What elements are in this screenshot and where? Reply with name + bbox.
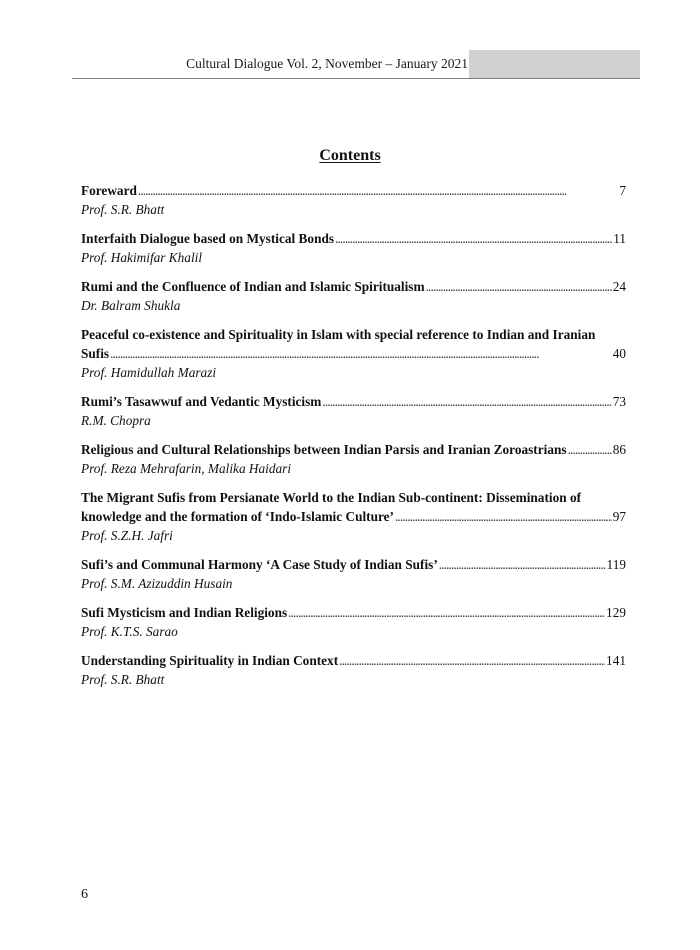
toc-entry-line bbox=[81, 344, 626, 363]
toc-entry-author: Prof. Hamidullah Marazi bbox=[81, 365, 217, 380]
toc-entry-line bbox=[81, 651, 626, 670]
toc-entry-author: Prof. S.R. Bhatt bbox=[81, 672, 165, 687]
toc-entry-author: R.M. Chopra bbox=[81, 413, 151, 428]
toc-entry[interactable] bbox=[81, 440, 626, 478]
toc-entry-title: Rumi’s Tasawwuf and Vedantic Mysticism bbox=[81, 394, 322, 409]
toc-entry-line bbox=[81, 603, 626, 622]
toc-entry-title: Rumi and the Confluence of Indian and Islamic Spiritualism bbox=[81, 279, 425, 294]
toc-entry-author: Prof. S.M. Azizuddin Husain bbox=[81, 576, 233, 591]
toc-entry[interactable] bbox=[81, 181, 626, 219]
page-number: 6 bbox=[81, 887, 88, 902]
dot-leader bbox=[288, 603, 605, 622]
contents-heading: Contents bbox=[319, 147, 381, 164]
toc-entry-title-lead: Peaceful co-existence and Spirituality in Islam with special reference to Indian and Iranian bbox=[81, 327, 596, 342]
dot-leader bbox=[335, 229, 612, 248]
toc-entry-page: 11 bbox=[613, 231, 626, 246]
toc-entry-page: 141 bbox=[606, 653, 626, 668]
toc-entry-author: Prof. S.Z.H. Jafri bbox=[81, 528, 173, 543]
toc-entry[interactable] bbox=[81, 325, 626, 382]
toc-entry-page: 24 bbox=[612, 279, 626, 294]
toc-entry[interactable] bbox=[81, 277, 626, 315]
toc-entry-title-lead: The Migrant Sufis from Persianate World to the Indian Sub-continent: Dissemination of bbox=[81, 490, 582, 505]
dot-leader bbox=[110, 344, 612, 363]
toc-entry-author: Dr. Balram Shukla bbox=[81, 298, 181, 313]
toc-entry-line bbox=[81, 229, 626, 248]
dot-leader bbox=[138, 181, 618, 200]
table-of-contents bbox=[81, 181, 626, 699]
toc-entry[interactable] bbox=[81, 651, 626, 689]
dot-leader bbox=[568, 440, 612, 459]
toc-entry-page: 40 bbox=[612, 346, 626, 361]
running-title: Cultural Dialogue Vol. 2, November – January 2021 bbox=[186, 56, 468, 71]
toc-entry-title: Understanding Spirituality in Indian Context bbox=[81, 653, 339, 668]
toc-entry[interactable] bbox=[81, 555, 626, 593]
toc-entry-title: Sufi’s and Communal Harmony ‘A Case Study of Indian Sufis’ bbox=[81, 557, 438, 572]
toc-entry-line bbox=[81, 507, 626, 526]
dot-leader bbox=[426, 277, 612, 296]
toc-entry-author: Prof. K.T.S. Sarao bbox=[81, 624, 178, 639]
toc-entry-line bbox=[81, 440, 626, 459]
toc-entry-title: Foreward bbox=[81, 183, 137, 198]
toc-entry[interactable] bbox=[81, 229, 626, 267]
toc-entry-line bbox=[81, 181, 626, 200]
toc-entry[interactable] bbox=[81, 603, 626, 641]
toc-entry-page: 119 bbox=[606, 557, 626, 572]
toc-entry-title: Interfaith Dialogue based on Mystical Bonds bbox=[81, 231, 335, 246]
toc-entry-page: 73 bbox=[612, 394, 626, 409]
dot-leader bbox=[395, 507, 612, 526]
toc-entry-page: 86 bbox=[612, 442, 626, 457]
toc-entry-author: Prof. S.R. Bhatt bbox=[81, 202, 165, 217]
toc-entry-line bbox=[81, 555, 626, 574]
toc-entry-line bbox=[81, 277, 626, 296]
dot-leader bbox=[439, 555, 606, 574]
toc-entry-page: 97 bbox=[612, 509, 626, 524]
toc-entry-title: knowledge and the formation of ‘Indo-Islamic Culture’ bbox=[81, 509, 394, 524]
toc-entry-title: Religious and Cultural Relationships between Indian Parsis and Iranian Zoroastrians bbox=[81, 442, 567, 457]
dot-leader bbox=[322, 392, 611, 411]
toc-entry[interactable] bbox=[81, 392, 626, 430]
toc-entry-page: 7 bbox=[619, 183, 626, 198]
toc-entry-title: Sufi Mysticism and Indian Religions bbox=[81, 605, 288, 620]
toc-entry-line bbox=[81, 392, 626, 411]
header-shade-bar bbox=[469, 50, 640, 78]
toc-entry-title: Sufis bbox=[81, 346, 110, 361]
toc-entry-author: Prof. Reza Mehrafarin, Malika Haidari bbox=[81, 461, 292, 476]
running-header bbox=[72, 50, 640, 79]
toc-entry[interactable] bbox=[81, 488, 626, 545]
toc-entry-author: Prof. Hakimifar Khalil bbox=[81, 250, 203, 265]
dot-leader bbox=[339, 651, 605, 670]
toc-entry-page: 129 bbox=[606, 605, 626, 620]
